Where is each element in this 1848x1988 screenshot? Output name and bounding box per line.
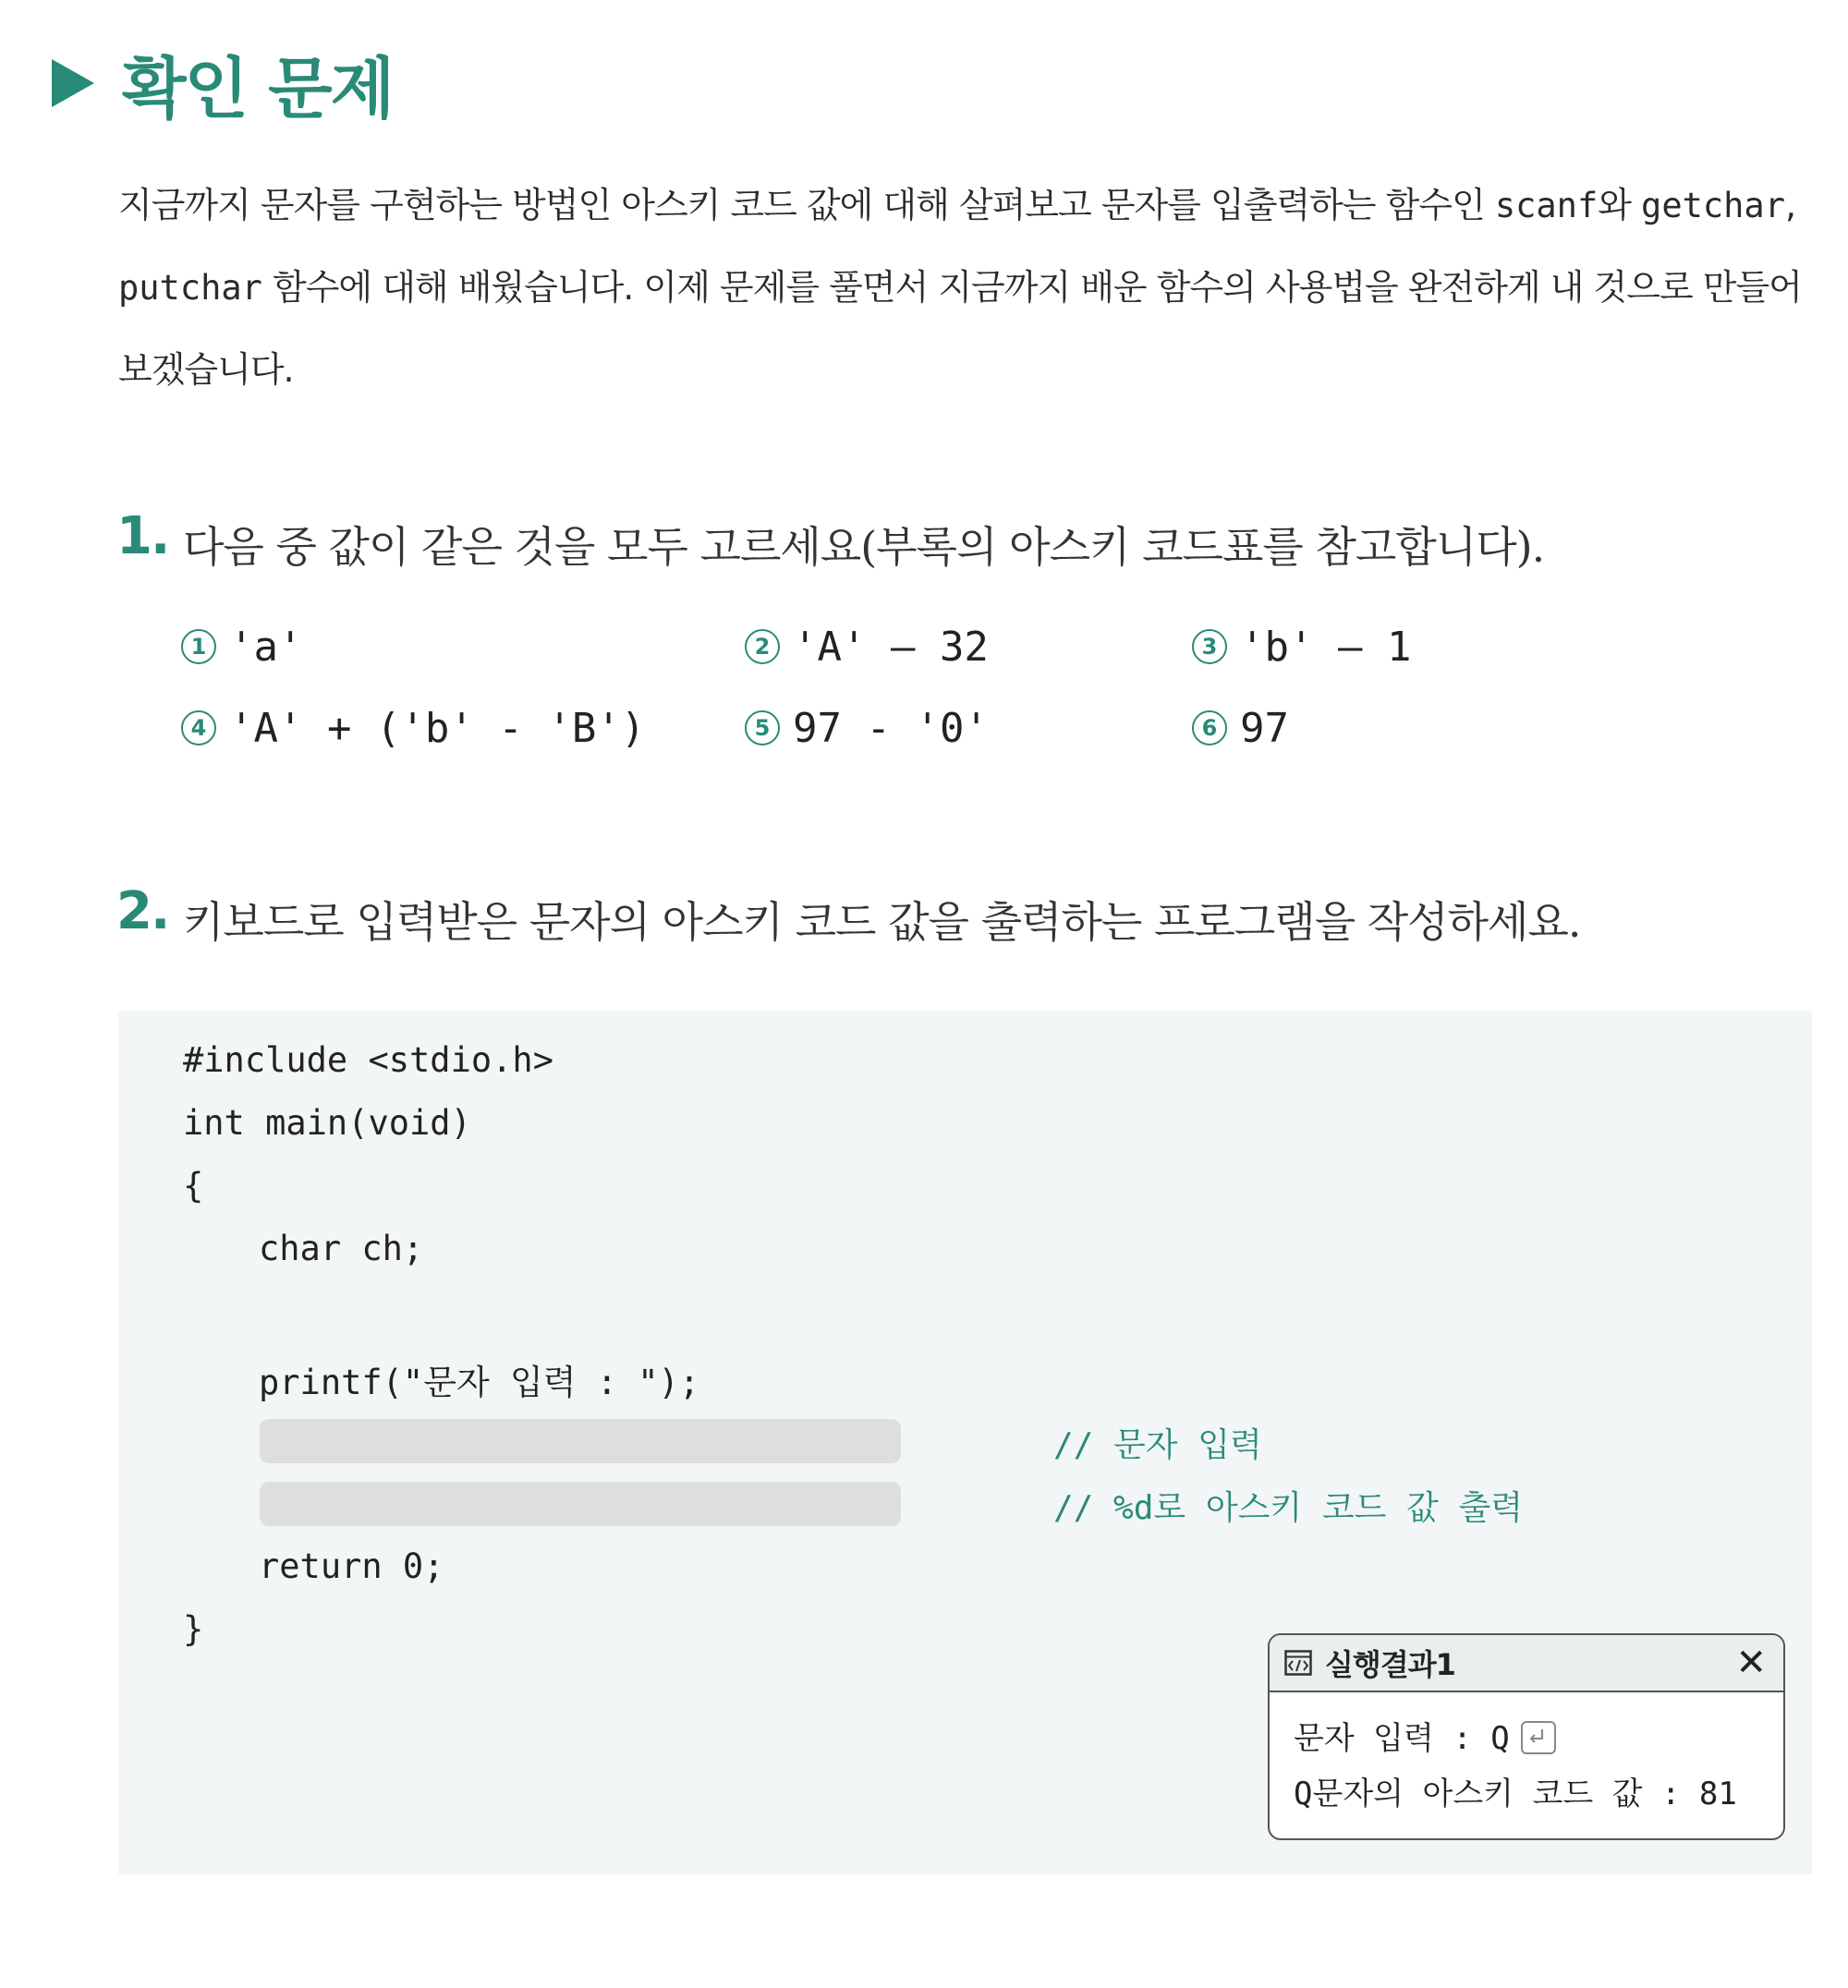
option-1[interactable] bbox=[181, 619, 302, 674]
result-line-1 bbox=[1294, 1713, 1556, 1758]
question-1-number: 1. bbox=[116, 506, 169, 566]
option-number-badge: 1 bbox=[181, 629, 216, 664]
intro-text-2: 와 bbox=[1598, 185, 1642, 225]
code-line-declare: char ch; bbox=[259, 1229, 424, 1268]
option-number-badge: 2 bbox=[745, 629, 780, 664]
answer-blank-1[interactable] bbox=[260, 1419, 901, 1463]
option-expression: 'A' – 32 bbox=[793, 623, 989, 671]
option-number-badge: 3 bbox=[1192, 629, 1227, 664]
question-2-text: 키보드로 입력받은 문자의 아스키 코드 값을 출력하는 프로그램을 작성하세요. bbox=[183, 897, 1581, 947]
option-2[interactable] bbox=[745, 619, 989, 674]
option-6[interactable] bbox=[1192, 700, 1289, 756]
result-titlebar bbox=[1270, 1635, 1783, 1692]
code-line-close-brace: } bbox=[183, 1609, 204, 1649]
code-line-include: #include <stdio.h> bbox=[183, 1040, 553, 1080]
code-line-open-brace: { bbox=[183, 1166, 204, 1206]
intro-text-4: 함수에 대해 배웠습니다. 이제 문제를 풀면서 지금까지 배운 함수의 사용법을 완전하게 내 것으로 만들어보겠습니다. bbox=[118, 267, 1802, 390]
question-1-text: 다음 중 값이 같은 것을 모두 고르세요(부록의 아스키 코드표를 참고합니다). bbox=[183, 522, 1545, 572]
intro-text-1: 지금까지 문자를 구현하는 방법인 아스키 코드 값에 대해 살펴보고 문자를 입출력하는 함수인 bbox=[118, 185, 1495, 225]
page-title: 확인 문제 bbox=[122, 50, 394, 127]
question-2-number: 2. bbox=[116, 881, 169, 941]
code-window-icon bbox=[1284, 1650, 1312, 1676]
comment-input: // 문자 입력 bbox=[1053, 1426, 1262, 1464]
intro-code-getchar: getchar bbox=[1641, 186, 1785, 225]
result-title: 실행결과1 bbox=[1325, 1647, 1455, 1682]
result-line-2: Q문자의 아스키 코드 값 : 81 bbox=[1294, 1776, 1737, 1812]
option-number-badge: 5 bbox=[745, 710, 780, 746]
code-line-return: return 0; bbox=[259, 1546, 444, 1586]
result-line-1-text: 문자 입력 : Q bbox=[1294, 1720, 1510, 1757]
enter-key-icon bbox=[1521, 1721, 1556, 1754]
option-3[interactable] bbox=[1192, 619, 1411, 674]
option-4[interactable] bbox=[181, 700, 645, 756]
option-expression: 'b' – 1 bbox=[1240, 623, 1412, 671]
close-icon[interactable]: ✕ bbox=[1735, 1642, 1767, 1684]
intro-paragraph bbox=[118, 164, 1818, 410]
code-line-main: int main(void) bbox=[183, 1103, 471, 1143]
option-5[interactable] bbox=[745, 700, 989, 756]
intro-code-putchar: putchar bbox=[118, 268, 262, 308]
section-header bbox=[52, 37, 393, 129]
option-expression: 'A' + ('b' - 'B') bbox=[229, 704, 646, 752]
intro-code-scanf: scanf bbox=[1494, 186, 1599, 225]
answer-blank-2[interactable] bbox=[260, 1482, 901, 1526]
option-expression: 'a' bbox=[229, 623, 303, 671]
option-expression: 97 bbox=[1240, 704, 1289, 752]
code-line-printf: printf("문자 입력 : "); bbox=[259, 1363, 700, 1402]
result-window bbox=[1268, 1633, 1785, 1840]
intro-text-3: , bbox=[1784, 185, 1796, 225]
option-expression: 97 - '0' bbox=[793, 704, 989, 752]
comment-output: // %d로 아스키 코드 값 출력 bbox=[1053, 1489, 1524, 1527]
play-triangle-icon bbox=[52, 59, 94, 107]
option-number-badge: 6 bbox=[1192, 710, 1227, 746]
option-number-badge: 4 bbox=[181, 710, 216, 746]
